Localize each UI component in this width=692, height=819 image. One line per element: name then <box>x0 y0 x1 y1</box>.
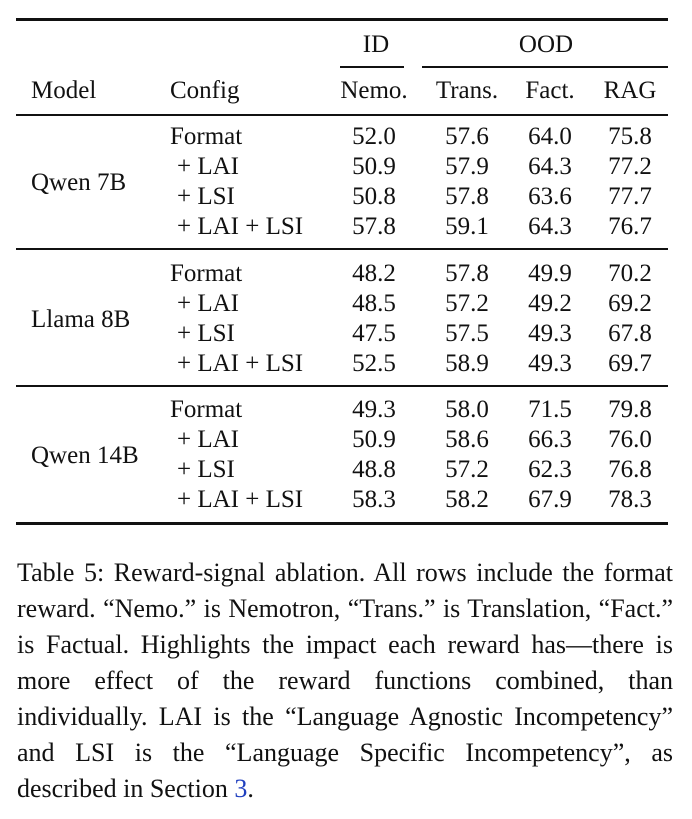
header-config: Config <box>170 77 240 104</box>
trans-score-cell: 58.0 <box>445 396 489 423</box>
fact-score-cell: 64.0 <box>528 123 572 150</box>
trans-score-cell: 57.2 <box>445 290 489 317</box>
nemo-score-cell: 48.2 <box>352 260 396 287</box>
trans-score-cell: 58.9 <box>445 350 489 377</box>
header-fact: Fact. <box>525 77 575 104</box>
config-cell: Format <box>170 123 243 150</box>
config-cell: + LAI <box>177 426 239 453</box>
id-group-rule <box>340 66 404 68</box>
rag-score-cell: 79.8 <box>608 396 652 423</box>
section-reference-link[interactable]: 3 <box>234 774 248 803</box>
fact-score-cell: 49.9 <box>528 260 572 287</box>
table-bottom-rule <box>16 522 668 525</box>
fact-score-cell: 64.3 <box>528 153 572 180</box>
nemo-score-cell: 57.8 <box>352 213 396 240</box>
config-cell: + LAI <box>177 153 239 180</box>
config-cell: Format <box>170 260 243 287</box>
nemo-score-cell: 52.0 <box>352 123 396 150</box>
config-cell: + LAI + LSI <box>177 486 304 513</box>
rag-score-cell: 76.0 <box>608 426 652 453</box>
rag-score-cell: 70.2 <box>608 260 652 287</box>
header-group-ood: OOD <box>518 31 574 58</box>
fact-score-cell: 64.3 <box>528 213 572 240</box>
trans-score-cell: 57.6 <box>445 123 489 150</box>
nemo-score-cell: 49.3 <box>352 396 396 423</box>
trans-score-cell: 57.8 <box>445 260 489 287</box>
rag-score-cell: 76.7 <box>608 213 652 240</box>
header-group-id: ID <box>362 31 390 58</box>
caption-text: Table 5: Reward-signal ablation. All rows include the format reward. “Nemo.” is Nemotron, “Trans.” is Translation, “Fact.” is Factual. Highlights the impact each reward has—there is more effect of the reward functions combined, than individually. LAI is the “Language Agnostic Incompetency” and LSI is the “Language Specific Incompetency”, as described in Section <box>17 558 673 803</box>
fact-score-cell: 49.2 <box>528 290 572 317</box>
fact-score-cell: 63.6 <box>528 183 572 210</box>
header-rag: RAG <box>603 77 657 104</box>
rag-score-cell: 77.7 <box>608 183 652 210</box>
nemo-score-cell: 50.8 <box>352 183 396 210</box>
caption-end: . <box>247 774 254 803</box>
config-cell: + LAI + LSI <box>177 213 304 240</box>
rag-score-cell: 69.2 <box>608 290 652 317</box>
nemo-score-cell: 58.3 <box>352 486 396 513</box>
model-name: Qwen 14B <box>31 442 139 469</box>
header-model: Model <box>31 77 97 104</box>
trans-score-cell: 58.6 <box>445 426 489 453</box>
fact-score-cell: 66.3 <box>528 426 572 453</box>
group-separator-rule <box>16 385 668 387</box>
header-nemo: Nemo. <box>340 77 408 104</box>
model-name: Qwen 7B <box>31 169 127 196</box>
table-caption <box>17 555 673 807</box>
ood-group-rule <box>422 66 668 68</box>
fact-score-cell: 49.3 <box>528 350 572 377</box>
fact-score-cell: 49.3 <box>528 320 572 347</box>
nemo-score-cell: 48.8 <box>352 456 396 483</box>
results-table <box>16 18 668 526</box>
trans-score-cell: 57.8 <box>445 183 489 210</box>
trans-score-cell: 57.5 <box>445 320 489 347</box>
rag-score-cell: 67.8 <box>608 320 652 347</box>
nemo-score-cell: 52.5 <box>352 350 396 377</box>
model-name: Llama 8B <box>31 306 131 333</box>
group-separator-rule <box>16 248 668 250</box>
trans-score-cell: 57.9 <box>445 153 489 180</box>
header-trans: Trans. <box>435 77 499 104</box>
rag-score-cell: 69.7 <box>608 350 652 377</box>
trans-score-cell: 58.2 <box>445 486 489 513</box>
trans-score-cell: 59.1 <box>445 213 489 240</box>
nemo-score-cell: 50.9 <box>352 426 396 453</box>
rag-score-cell: 75.8 <box>608 123 652 150</box>
config-cell: + LSI <box>177 183 235 210</box>
config-cell: + LAI <box>177 290 239 317</box>
rag-score-cell: 78.3 <box>608 486 652 513</box>
fact-score-cell: 62.3 <box>528 456 572 483</box>
table-top-rule <box>16 18 668 21</box>
config-cell: + LAI + LSI <box>177 350 304 377</box>
fact-score-cell: 71.5 <box>528 396 572 423</box>
config-cell: Format <box>170 396 243 423</box>
rag-score-cell: 77.2 <box>608 153 652 180</box>
trans-score-cell: 57.2 <box>445 456 489 483</box>
header-rule <box>16 114 668 116</box>
nemo-score-cell: 50.9 <box>352 153 396 180</box>
config-cell: + LSI <box>177 456 235 483</box>
rag-score-cell: 76.8 <box>608 456 652 483</box>
nemo-score-cell: 47.5 <box>352 320 396 347</box>
fact-score-cell: 67.9 <box>528 486 572 513</box>
nemo-score-cell: 48.5 <box>352 290 396 317</box>
config-cell: + LSI <box>177 320 235 347</box>
